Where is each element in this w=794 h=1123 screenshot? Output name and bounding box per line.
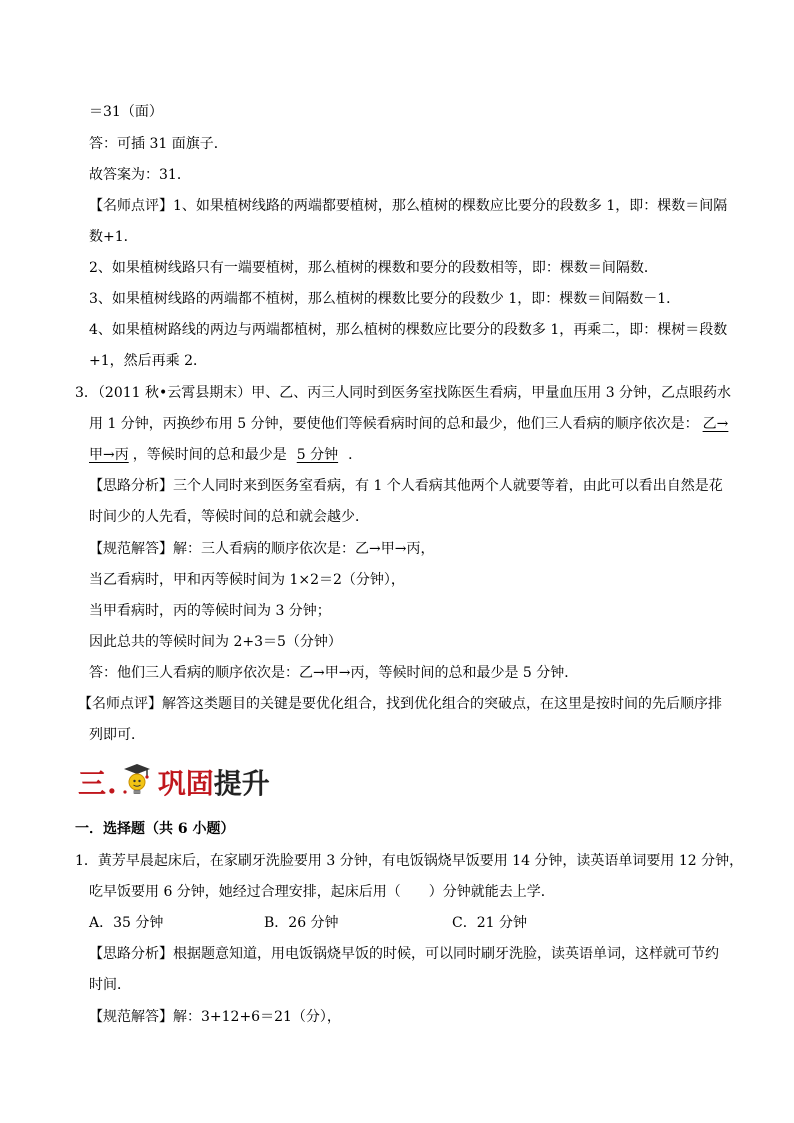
q3-solution-5: 答：他们三人看病的顺序依次是：乙→甲→丙，等候时间的总和最少是 5 分钟． bbox=[89, 665, 579, 681]
prev-comment-4-cont: +1，然后再乘 2． bbox=[89, 353, 207, 369]
q1-analysis bbox=[89, 944, 719, 964]
q3-stem-line-3 bbox=[89, 445, 362, 465]
prev-comment-2: 2、如果植树线路只有一端要植树，那么植树的棵数和要分的段数相等，即：棵数＝间隔数． bbox=[89, 260, 658, 276]
analysis-tag: 【思路分析】 bbox=[89, 478, 173, 494]
q3-analysis-cont: 时间少的人先看，等候时间的总和就会越少． bbox=[89, 509, 369, 525]
q3-stem-mid: ，等候时间的总和最少是 bbox=[132, 447, 287, 463]
comment-tag: 【名师点评】 bbox=[89, 198, 173, 214]
q3-solution-4: 因此总共的等候时间为 2+3＝5（分钟） bbox=[89, 634, 342, 650]
comment-text: 解答这类题目的关键是要优化组合，找到优化组合的突破点，在这里是按时间的先后顺序排 bbox=[162, 696, 722, 712]
q3-stem-end: ． bbox=[348, 447, 363, 463]
section-title-red: 巩固 bbox=[157, 767, 214, 800]
q1-solution bbox=[89, 1007, 341, 1027]
prev-final-answer: 故答案为：31． bbox=[89, 167, 191, 183]
solution-text: 解：三人看病的顺序依次是：乙→甲→丙， bbox=[173, 541, 435, 557]
solution-tag: 【规范解答】 bbox=[89, 1009, 173, 1025]
comment-text: 1、如果植树线路的两端都要植树，那么植树的棵数应比要分的段数多 1，即：棵数＝间隔 bbox=[173, 198, 728, 214]
solution-tag: 【规范解答】 bbox=[89, 541, 173, 557]
q1-option-b: B．26 分钟 bbox=[264, 915, 339, 931]
q3-answer-blank-2: 5 分钟 bbox=[296, 447, 339, 463]
graduate-bulb-icon bbox=[118, 762, 156, 802]
analysis-tag: 【思路分析】 bbox=[89, 946, 173, 962]
q1-analysis-cont: 时间． bbox=[89, 977, 131, 993]
comment-tag: 【名师点评】 bbox=[78, 696, 162, 712]
q3-analysis bbox=[89, 476, 723, 496]
q1-option-a: A．35 分钟 bbox=[89, 915, 164, 931]
q3-solution-3: 当甲看病时，丙的等候时间为 3 分钟； bbox=[89, 603, 331, 619]
q1-stem-line-2: 吃早饭要用 6 分钟，她经过合理安排，起床后用（ ）分钟就能去上学． bbox=[89, 884, 555, 900]
prev-answer: 答：可插 31 面旗子． bbox=[89, 136, 228, 152]
q3-comment-cont: 列即可． bbox=[89, 727, 145, 743]
q3-stem-text: 用 1 分钟，丙换纱布用 5 分钟，要使他们等候看病时间的总和最少，他们三人看病的顺序依次是： bbox=[89, 416, 699, 432]
section-title-dark: 提升 bbox=[213, 767, 270, 800]
analysis-text: 三个人同时来到医务室看病，有 1 个人看病其他两个人就要等着，由此可以看出自然是花 bbox=[173, 478, 723, 494]
prev-comment-1 bbox=[89, 196, 727, 216]
part-title: 一．选择题（共 6 小题） bbox=[75, 821, 235, 837]
q3-stem-line-1: 3．（2011 秋•云霄县期末）甲、乙、丙三人同时到医务室找陈医生看病，甲量血压用 3 分钟，乙点眼药水 bbox=[75, 385, 732, 401]
section-heading bbox=[78, 762, 270, 802]
q1-option-c: C．21 分钟 bbox=[452, 915, 527, 931]
prev-comment-3: 3、如果植树线路的两端都不植树，那么植树的棵数比要分的段数少 1，即：棵数＝间隔数－1． bbox=[89, 291, 681, 307]
prev-comment-1-cont: 数+1． bbox=[89, 229, 138, 245]
prev-comment-4: 4、如果植树路线的两边与两端都植树，那么植树的棵数应比要分的段数多 1，再乘二，即：棵树＝段数 bbox=[89, 322, 728, 338]
analysis-text: 根据题意知道，用电饭锅烧早饭的时候，可以同时刷牙洗脸，读英语单词，这样就可节约 bbox=[173, 946, 719, 962]
q1-stem-line-1: 1．黄芳早晨起床后，在家刷牙洗脸要用 3 分钟，有电饭锅烧早饭要用 14 分钟，读英语单词要用 12 分钟， bbox=[75, 853, 744, 869]
q3-solution-2: 当乙看病时，甲和丙等候时间为 1×2＝2（分钟）， bbox=[89, 572, 405, 588]
prev-result-line: ＝31（面） bbox=[89, 104, 163, 120]
section-number: 三. bbox=[78, 767, 118, 800]
q3-comment bbox=[78, 694, 722, 714]
q3-answer-blank-1b: 甲→丙 bbox=[89, 447, 129, 463]
q3-answer-blank-1a: 乙→ bbox=[702, 416, 729, 432]
solution-text: 解：3+12+6＝21（分）， bbox=[173, 1009, 341, 1025]
q3-solution bbox=[89, 539, 434, 559]
q3-stem-line-2 bbox=[89, 414, 732, 434]
